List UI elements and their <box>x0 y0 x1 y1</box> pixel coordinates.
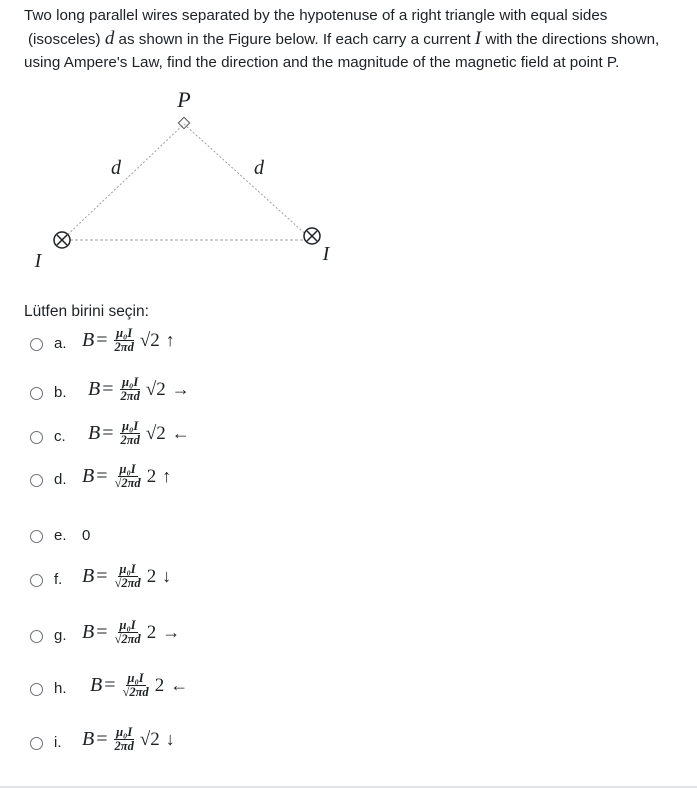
answer-option-g[interactable] <box>30 618 330 660</box>
radio-button[interactable] <box>30 431 43 444</box>
option-formula: B = $\frac{\text{μ₀I}}{2\pi d}$ √2 → <box>88 375 190 403</box>
question-line-2: (isosceles) d as shown in the Figure below. If each carry a current I with the directions shown, <box>28 28 660 49</box>
radio-button[interactable] <box>30 338 43 351</box>
right-current-label: I <box>322 243 330 265</box>
left-current-label: I <box>34 250 42 272</box>
question-text <box>24 4 692 74</box>
answer-option-f[interactable] <box>30 562 330 604</box>
math-I: I <box>474 28 482 49</box>
option-letter: c. <box>54 428 66 445</box>
option-formula: B = $\frac{\text{μ₀I}}{√2\pi d}$ 2 ↓ <box>82 562 172 590</box>
question-line-3: using Ampere's Law, find the direction and the magnitude of the magnetic field at point P. <box>24 54 620 71</box>
answer-option-a[interactable] <box>30 326 330 368</box>
radio-button[interactable] <box>30 474 43 487</box>
option-letter: h. <box>54 680 67 697</box>
left-wire-into-page-icon <box>54 232 70 248</box>
right-side-line <box>184 124 312 240</box>
radio-button[interactable] <box>30 387 43 400</box>
answer-option-h[interactable] <box>30 671 330 713</box>
answer-option-d[interactable] <box>30 462 330 504</box>
option-formula: B = $\frac{\text{μ₀I}}{√2\pi d}$ 2 → <box>82 618 181 646</box>
option-letter: g. <box>54 627 67 644</box>
radio-button[interactable] <box>30 737 43 750</box>
answer-option-b[interactable] <box>30 375 330 417</box>
option-formula: B = $\frac{\text{μ₀I}}{2\pi d}$ √2 ↑ <box>82 326 175 354</box>
option-letter: e. <box>54 527 67 544</box>
triangle-figure <box>0 80 697 280</box>
option-letter: d. <box>54 471 67 488</box>
answer-option-e[interactable] <box>30 527 330 560</box>
radio-button[interactable] <box>30 683 43 696</box>
math-d: d <box>104 28 115 49</box>
answer-option-c[interactable] <box>30 419 330 461</box>
option-letter: f. <box>54 571 63 588</box>
option-formula: B = $\frac{\text{μ₀I}}{2\pi d}$ √2 ← <box>88 419 190 447</box>
answer-option-i[interactable] <box>30 725 330 767</box>
option-value: 0 <box>82 527 91 544</box>
radio-button[interactable] <box>30 574 43 587</box>
left-side-line <box>62 124 184 240</box>
option-formula: B = $\frac{\text{μ₀I}}{√2\pi d}$ 2 ← <box>90 671 189 699</box>
radio-button[interactable] <box>30 530 43 543</box>
option-formula: B = $\frac{\text{μ₀I}}{√2\pi d}$ 2 ↑ <box>82 462 172 490</box>
left-side-d-label: d <box>111 157 121 179</box>
question-line-1: Two long parallel wires separated by the hypotenuse of a right triangle with equal sides <box>24 7 608 24</box>
option-letter: a. <box>54 335 67 352</box>
right-side-d-label: d <box>254 157 264 179</box>
point-p-label: P <box>177 87 191 112</box>
right-wire-into-page-icon <box>304 228 320 244</box>
option-letter: i. <box>54 734 62 751</box>
radio-button[interactable] <box>30 630 43 643</box>
option-formula: B = $\frac{\text{μ₀I}}{2\pi d}$ √2 ↓ <box>82 725 175 753</box>
choose-one-prompt: Lütfen birini seçin: <box>24 303 149 320</box>
option-letter: b. <box>54 384 67 401</box>
